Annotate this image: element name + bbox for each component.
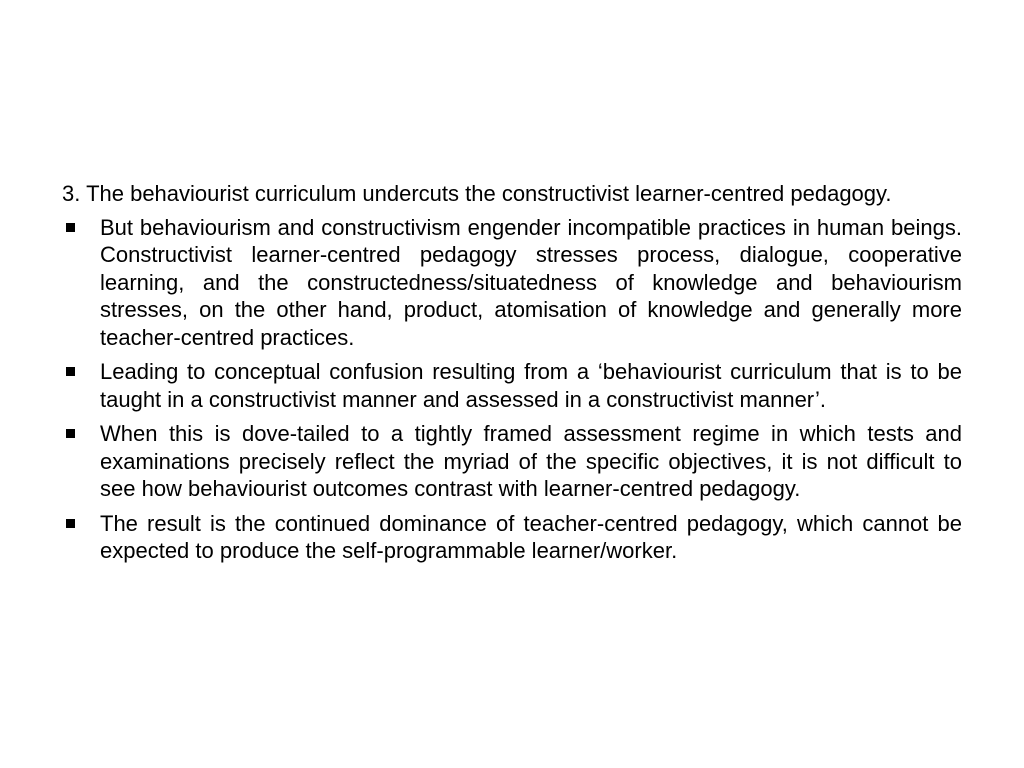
bullet-item — [62, 420, 962, 503]
slide-content — [62, 180, 962, 572]
square-bullet-icon — [66, 367, 75, 376]
bullet-text: The result is the continued dominance of teacher-centred pedagogy, which cannot be expected to produce the self-programmable learner/worker. — [100, 510, 962, 563]
bullet-item — [62, 510, 962, 565]
bullet-list — [62, 214, 962, 565]
intro-paragraph: 3. The behaviourist curriculum undercuts the constructivist learner-centred pedagogy. — [62, 181, 892, 206]
bullet-text: Leading to conceptual confusion resulting from a ‘behaviourist curriculum that is to be taught in a constructivist manner and assessed in a constructivist manner’. — [100, 359, 962, 412]
bullet-item — [62, 214, 962, 352]
square-bullet-icon — [66, 429, 75, 438]
bullet-text: But behaviourism and constructivism engender incompatible practices in human beings. Constructivist learner-centred pedagogy stresses process, dialogue, cooperative learning, and the constructedness/situatedness of knowledge and behaviourism stresses, on the other hand, product, atomisation of knowledge and generally more teacher-centred practices. — [100, 214, 962, 350]
square-bullet-icon — [66, 223, 75, 232]
bullet-text: When this is dove-tailed to a tightly framed assessment regime in which tests and examinations precisely reflect the myriad of the specific objectives, it is not difficult to see how behaviourist outcomes contrast with learner-centred pedagogy. — [100, 421, 962, 501]
square-bullet-icon — [66, 519, 75, 528]
bullet-item — [62, 358, 962, 413]
